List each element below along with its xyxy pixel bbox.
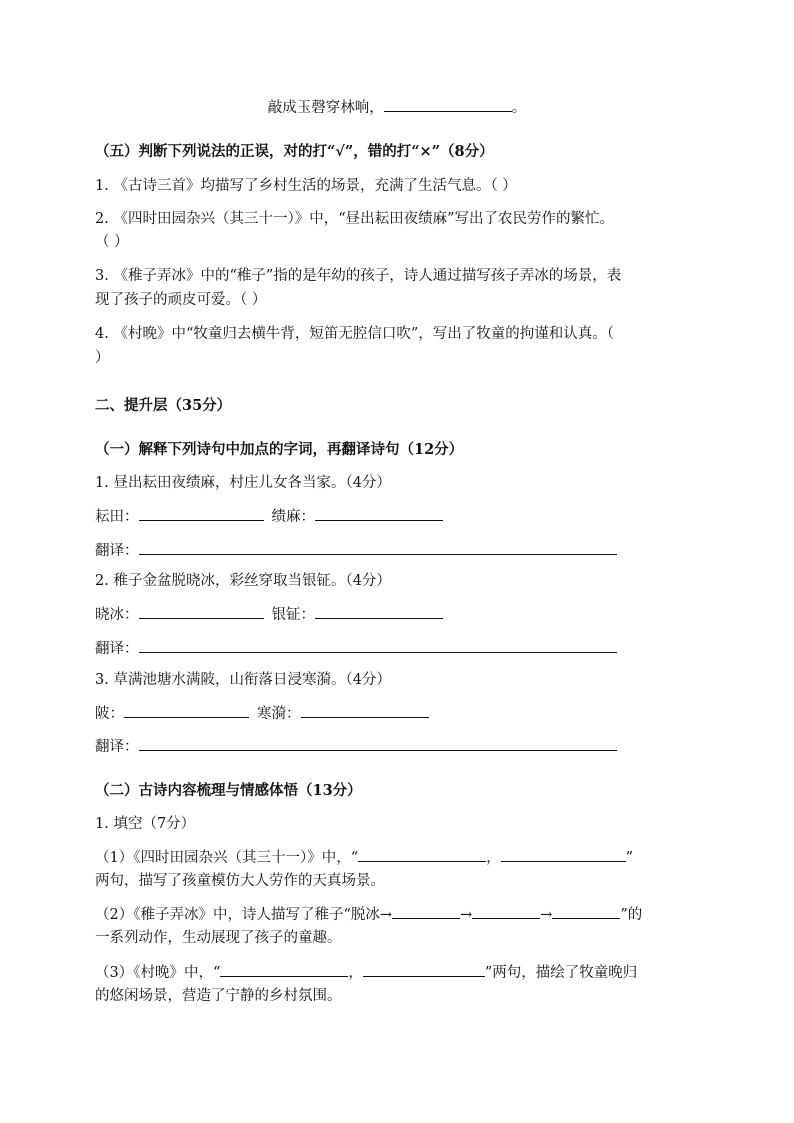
fill-text: ”的 bbox=[620, 907, 643, 923]
explain-item-2: 2. 稚子金盆脱晓冰，彩丝穿取当银钲。（4分） bbox=[95, 573, 391, 589]
fill-text: （1）《四时田园杂兴（其三十一）》中，“ bbox=[95, 850, 359, 866]
judge-item-2: 2. 《四时田园杂兴（其三十一）》中，“昼出耘田夜绩麻”写出了农民劳作的繁忙。 bbox=[95, 211, 615, 227]
fill-heading: 1. 填空（7分） bbox=[95, 816, 196, 832]
judge-item-4-bracket[interactable]: ） bbox=[95, 350, 110, 366]
poem-line-text: 敲成玉磬穿林响， bbox=[267, 100, 384, 116]
translation-blank[interactable] bbox=[139, 736, 617, 751]
word-label: 耘田： bbox=[95, 509, 139, 525]
sub-one-heading: （一）解释下列诗句中加点的字词，再翻译诗句（12分） bbox=[95, 441, 464, 458]
word-blank[interactable] bbox=[124, 703, 249, 718]
fill-blank[interactable] bbox=[392, 904, 460, 919]
judge-item-3: 3. 《稚子弄冰》中的“稚子”指的是年幼的孩子，诗人通过描写孩子弄冰的场景，表 bbox=[95, 268, 622, 284]
translation-label: 翻译： bbox=[95, 641, 139, 657]
word-blank[interactable] bbox=[315, 604, 443, 619]
word-blank[interactable] bbox=[315, 506, 443, 521]
explain-item-1: 1. 昼出耘田夜绩麻，村庄儿女各当家。（4分） bbox=[95, 475, 391, 491]
arrow-icon: → bbox=[540, 907, 553, 923]
fill-blank[interactable] bbox=[358, 847, 486, 862]
poem-fill-line bbox=[0, 97, 794, 118]
fill-text: （3）《村晚》中，“ bbox=[95, 965, 221, 981]
fill-item-2 bbox=[95, 904, 642, 925]
fill-item-1-cont: 两句，描写了孩童模仿大人劳作的天真场景。 bbox=[95, 873, 385, 889]
word-label: 银钲： bbox=[271, 607, 315, 623]
explain-item-1-words bbox=[95, 506, 443, 527]
word-label: 晓冰： bbox=[95, 607, 139, 623]
word-label: 绩麻： bbox=[271, 509, 315, 525]
fill-text: ， bbox=[486, 850, 501, 866]
section-five-heading: （五）判断下列说法的正误，对的打“√”，错的打“×”（8分） bbox=[95, 143, 494, 160]
answer-blank[interactable] bbox=[384, 97, 512, 112]
fill-blank[interactable] bbox=[552, 904, 620, 919]
fill-text: ， bbox=[348, 965, 363, 981]
explain-item-3-translation bbox=[95, 736, 617, 757]
word-blank[interactable] bbox=[139, 506, 264, 521]
word-blank[interactable] bbox=[139, 604, 264, 619]
poem-line-end: 。 bbox=[511, 100, 527, 116]
fill-blank[interactable] bbox=[220, 962, 348, 977]
translation-label: 翻译： bbox=[95, 739, 139, 755]
explain-item-3: 3. 草满池塘水满陂，山衔落日浸寒漪。（4分） bbox=[95, 672, 391, 688]
fill-item-3 bbox=[95, 962, 637, 983]
part-two-heading: 二、提升层（35分） bbox=[95, 397, 232, 414]
word-blank[interactable] bbox=[301, 703, 429, 718]
judge-item-1: 1. 《古诗三首》均描写了乡村生活的场景，充满了生活气息。（ ） bbox=[95, 178, 517, 194]
arrow-icon: → bbox=[460, 907, 473, 923]
fill-blank[interactable] bbox=[363, 962, 485, 977]
explain-item-2-words bbox=[95, 604, 443, 625]
translation-label: 翻译： bbox=[95, 543, 139, 559]
fill-item-3-cont: 的悠闲场景，营造了宁静的乡村氛围。 bbox=[95, 988, 342, 1004]
word-label: 寒漪： bbox=[257, 706, 301, 722]
judge-item-4: 4. 《村晚》中“牧童归去横牛背，短笛无腔信口吹”，写出了牧童的拘谨和认真。（ bbox=[95, 326, 615, 342]
judge-item-3-cont: 现了孩子的顽皮可爱。（ ） bbox=[95, 292, 267, 308]
fill-text: ” bbox=[625, 850, 634, 866]
explain-item-3-words bbox=[95, 703, 429, 724]
explain-item-1-translation bbox=[95, 540, 617, 561]
judge-item-2-bracket[interactable]: （ ） bbox=[95, 234, 129, 250]
fill-blank[interactable] bbox=[501, 847, 626, 862]
fill-item-1 bbox=[95, 847, 633, 868]
translation-blank[interactable] bbox=[139, 638, 617, 653]
sub-two-heading: （二）古诗内容梳理与情感体悟（13分） bbox=[95, 782, 362, 799]
fill-item-2-cont: 一系列动作，生动展现了孩子的童趣。 bbox=[95, 930, 342, 946]
explain-item-2-translation bbox=[95, 638, 617, 659]
fill-text: ”两句，描绘了牧童晚归 bbox=[484, 965, 638, 981]
word-label: 陂： bbox=[95, 706, 124, 722]
fill-blank[interactable] bbox=[472, 904, 540, 919]
translation-blank[interactable] bbox=[139, 540, 617, 555]
fill-text: （2）《稚子弄冰》中，诗人描写了稚子“脱冰→ bbox=[95, 907, 393, 923]
